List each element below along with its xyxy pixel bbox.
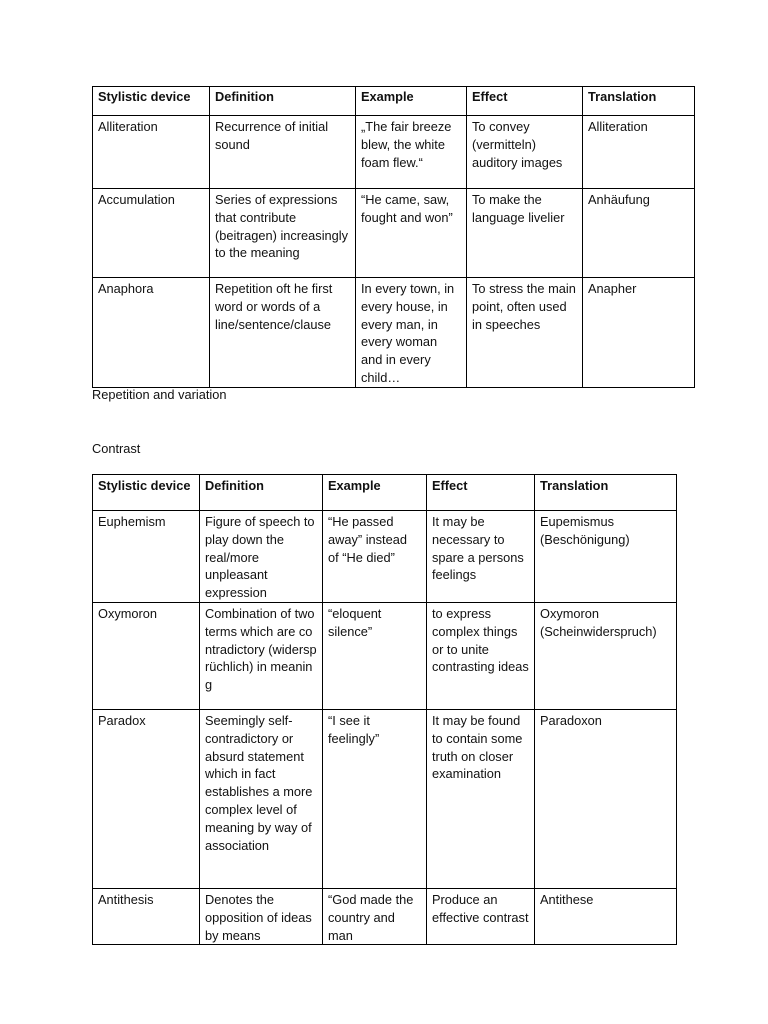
table-row	[93, 116, 695, 189]
cell-example: “He passed away” instead of “He died”	[323, 511, 427, 603]
header-translation: Translation	[583, 87, 695, 116]
cell-definition: Series of expressions that contribute (beitragen) increasingly to the meaning	[210, 189, 356, 278]
cell-example: “I see it feelingly”	[323, 709, 427, 888]
header-example: Example	[356, 87, 467, 116]
cell-device: Paradox	[93, 709, 200, 888]
table-header-row	[93, 475, 677, 511]
table-row	[93, 602, 677, 709]
cell-example: “eloquent silence”	[323, 602, 427, 709]
cell-effect: To convey (vermitteln) auditory images	[467, 116, 583, 189]
cell-definition: Figure of speech to play down the real/more unpleasant expression	[200, 511, 323, 603]
cell-device: Euphemism	[93, 511, 200, 603]
header-stylistic-device: Stylistic device	[93, 87, 210, 116]
cell-device: Alliteration	[93, 116, 210, 189]
cell-effect: to express complex things or to unite contrasting ideas	[427, 602, 535, 709]
cell-translation: Alliteration	[583, 116, 695, 189]
repetition-table	[92, 86, 695, 388]
cell-example: „The fair breeze blew, the white foam flew.“	[356, 116, 467, 189]
header-stylistic-device: Stylistic device	[93, 475, 200, 511]
section-heading-contrast: Contrast	[92, 441, 141, 456]
header-translation: Translation	[535, 475, 677, 511]
header-example: Example	[323, 475, 427, 511]
cell-translation: Eupemismus (Beschönigung)	[535, 511, 677, 603]
contrast-table	[92, 474, 677, 945]
header-effect: Effect	[467, 87, 583, 116]
cell-translation: Anapher	[583, 278, 695, 388]
cell-effect: It may be found to contain some truth on closer examination	[427, 709, 535, 888]
table-row	[93, 189, 695, 278]
cell-effect: To make the language livelier	[467, 189, 583, 278]
cell-example: “God made the country and man	[323, 888, 427, 944]
cell-translation: Antithese	[535, 888, 677, 944]
cell-translation: Oxymoron (Scheinwiderspruch)	[535, 602, 677, 709]
cell-translation: Paradoxon	[535, 709, 677, 888]
table-row	[93, 709, 677, 888]
cell-definition: Repetition oft he first word or words of a line/sentence/clause	[210, 278, 356, 388]
cell-example: “He came, saw, fought and won”	[356, 189, 467, 278]
cell-definition: Seemingly self-contradictory or absurd statement which in fact establishes a more complex level of meaning by way of association	[200, 709, 323, 888]
cell-effect: To stress the main point, often used in speeches	[467, 278, 583, 388]
cell-definition: Denotes the opposition of ideas by means	[200, 888, 323, 944]
cell-example: In every town, in every house, in every man, in every woman and in every child…	[356, 278, 467, 388]
cell-effect: It may be necessary to spare a persons feelings	[427, 511, 535, 603]
cell-device: Accumulation	[93, 189, 210, 278]
table-row	[93, 888, 677, 944]
cell-definition: Recurrence of initial sound	[210, 116, 356, 189]
cell-device: Antithesis	[93, 888, 200, 944]
cell-device: Anaphora	[93, 278, 210, 388]
header-definition: Definition	[210, 87, 356, 116]
cell-translation: Anhäufung	[583, 189, 695, 278]
header-definition: Definition	[200, 475, 323, 511]
table-row	[93, 511, 677, 603]
table-header-row	[93, 87, 695, 116]
caption-repetition-and-variation: Repetition and variation	[92, 387, 227, 402]
cell-effect: Produce an effective contrast	[427, 888, 535, 944]
header-effect: Effect	[427, 475, 535, 511]
cell-device: Oxymoron	[93, 602, 200, 709]
cell-definition: Combination of two terms which are contradictory (widersprüchlich) in meaning	[200, 602, 323, 709]
table-row	[93, 278, 695, 388]
